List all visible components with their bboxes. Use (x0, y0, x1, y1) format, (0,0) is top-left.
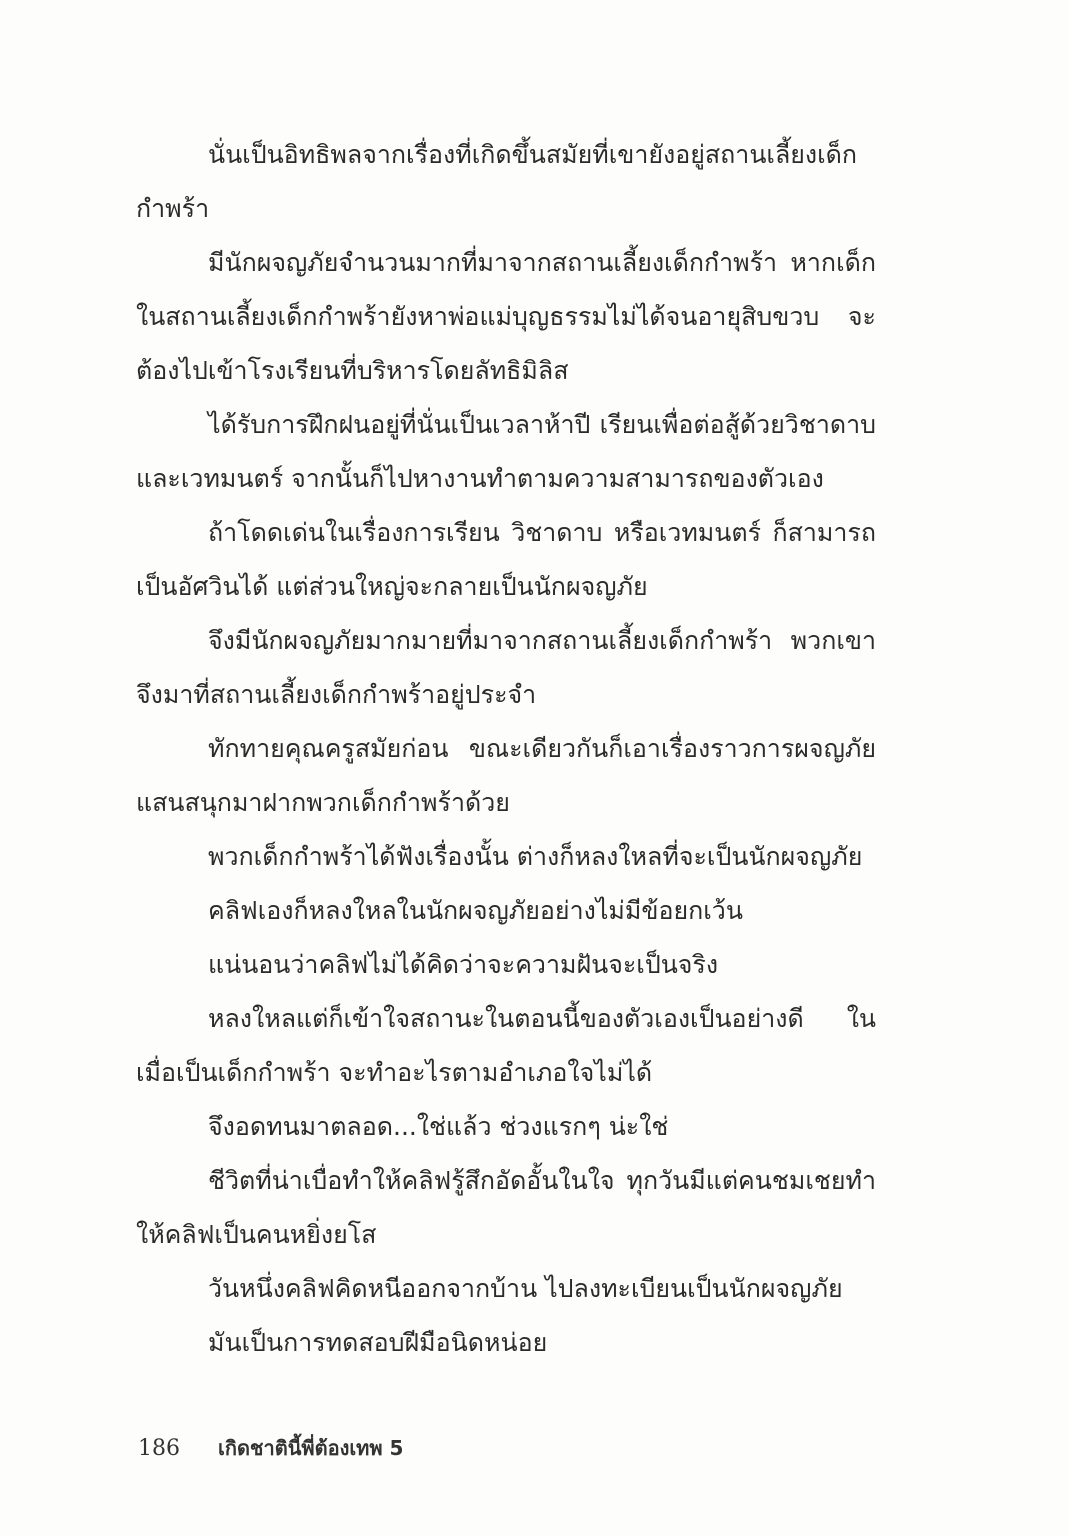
paragraph: ชีวิตที่น่าเบื่อทำให้คลิฟรู้สึกอัดอั้นในใจ ทุกวันมีแต่คนชมเชยทำให้คลิฟเป็นคนหยิ่งยโส (136, 1166, 876, 1249)
paragraph: จึงมีนักผจญภัยมากมายที่มาจากสถานเลี้ยงเด็กกำพร้า พวกเขาจึงมาที่สถานเลี้ยงเด็กกำพร้าอยู่ประจำ (136, 626, 876, 709)
paragraph: แน่นอนว่าคลิฟไม่ได้คิดว่าจะความฝันจะเป็นจริง (208, 950, 719, 979)
page-number: 186 (138, 1436, 180, 1461)
paragraph: นั่นเป็นอิทธิพลจากเรื่องที่เกิดขึ้นสมัยที่เขายังอยู่สถานเลี้ยงเด็กกำพร้า (136, 140, 858, 223)
paragraph: หลงใหลแต่ก็เข้าใจสถานะในตอนนี้ของตัวเองเป็นอย่างดี ในเมื่อเป็นเด็กกำพร้า จะทำอะไรตามอำเภอใจไม่ได้ (136, 1004, 876, 1087)
paragraph: พวกเด็กกำพร้าได้ฟังเรื่องนั้น ต่างก็หลงใหลที่จะเป็นนักผจญภัย (208, 842, 863, 871)
paragraph: จึงอดทนมาตลอด...ใช่แล้ว ช่วงแรกๆ น่ะใช่ (208, 1112, 669, 1141)
page-body (136, 128, 876, 1370)
paragraph: ได้รับการฝึกฝนอยู่ที่นั่นเป็นเวลาห้าปี เรียนเพื่อต่อสู้ด้วยวิชาดาบและเวทมนตร์ จากนั้นก็ไปหางานทำตามความสามารถของตัวเอง (136, 410, 876, 493)
paragraph: คลิฟเองก็หลงใหลในนักผจญภัยอย่างไม่มีข้อยกเว้น (208, 896, 743, 925)
book-title: เกิดชาตินี้พี่ต้องเทพ 5 (218, 1436, 404, 1460)
page-footer (138, 1432, 403, 1472)
paragraph: มีนักผจญภัยจำนวนมากที่มาจากสถานเลี้ยงเด็กกำพร้า หากเด็กในสถานเลี้ยงเด็กกำพร้ายังหาพ่อแม่บุญธรรมไม่ได้จนอายุสิบขวบ จะต้องไปเข้าโรงเรียนที่บริหารโดยลัทธิมิลิส (136, 248, 876, 385)
paragraph: ทักทายคุณครูสมัยก่อน ขณะเดียวกันก็เอาเรื่องราวการผจญภัยแสนสนุกมาฝากพวกเด็กกำพร้าด้วย (136, 734, 876, 817)
paragraph: มันเป็นการทดสอบฝีมือนิดหน่อย (208, 1328, 548, 1357)
paragraph: วันหนึ่งคลิฟคิดหนีออกจากบ้าน ไปลงทะเบียนเป็นนักผจญภัย (208, 1274, 843, 1303)
paragraph: ถ้าโดดเด่นในเรื่องการเรียน วิชาดาบ หรือเวทมนตร์ ก็สามารถเป็นอัศวินได้ แต่ส่วนใหญ่จะกลายเป็นนักผจญภัย (136, 518, 876, 601)
